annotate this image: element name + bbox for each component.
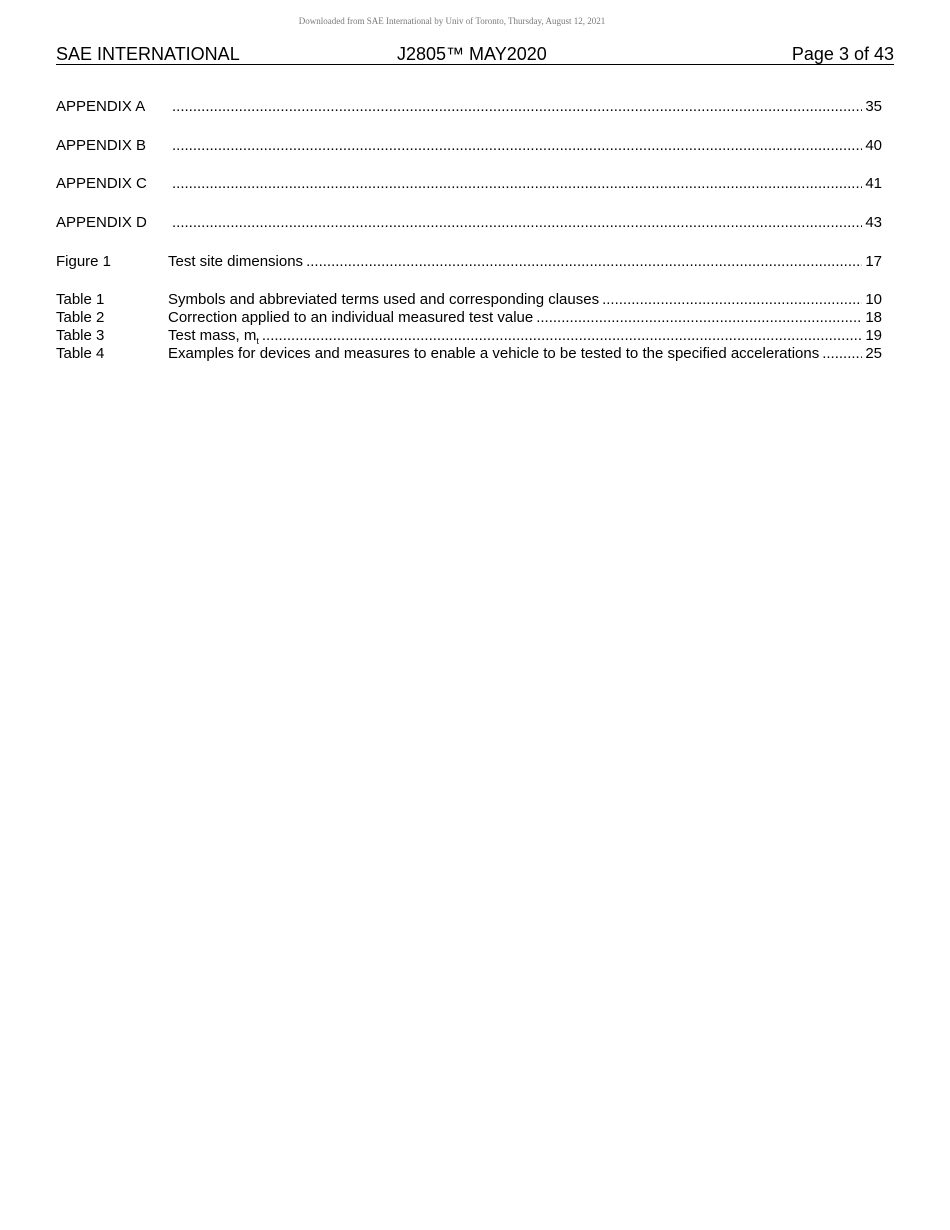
toc-leader <box>602 291 862 309</box>
toc-leader <box>172 137 862 155</box>
toc-label: APPENDIX C <box>56 175 147 192</box>
toc-leader <box>172 98 862 116</box>
toc-entry-appendix-c[interactable] <box>56 175 882 193</box>
toc-page-number: 17 <box>865 253 882 270</box>
toc-label: APPENDIX D <box>56 214 147 231</box>
toc-entry-figure-1[interactable] <box>56 253 882 271</box>
toc-page-number: 10 <box>865 291 882 308</box>
toc-page-number: 35 <box>865 98 882 115</box>
toc-label: Table 3 <box>56 327 105 344</box>
toc-page-number: 40 <box>865 137 882 154</box>
toc-label: Figure 1 <box>56 253 112 270</box>
toc-leader <box>536 309 862 327</box>
toc-leader <box>172 175 862 193</box>
toc-entry-table-2[interactable] <box>56 309 882 327</box>
toc-entry-appendix-d[interactable] <box>56 214 882 232</box>
toc-label: Table 4 <box>56 345 105 362</box>
toc-leader <box>262 327 862 345</box>
header-doc-id: J2805™ MAY2020 <box>397 44 547 64</box>
toc-entry-table-4[interactable] <box>56 345 882 363</box>
toc-page-number: 43 <box>865 214 882 231</box>
toc-label: APPENDIX B <box>56 137 147 154</box>
header-page-number: Page 3 of 43 <box>791 44 894 64</box>
toc-title-subscript: t <box>256 336 259 346</box>
toc-entry-appendix-a[interactable] <box>56 98 882 116</box>
toc-label: APPENDIX A <box>56 98 146 115</box>
toc-title: Correction applied to an individual measured test value <box>168 309 534 326</box>
download-watermark: Downloaded from SAE International by Univ of Toronto, Thursday, August 12, 2021 <box>298 16 606 26</box>
toc-page-number: 25 <box>865 345 882 362</box>
toc-page-number: 19 <box>865 327 882 344</box>
toc-page-number: 18 <box>865 309 882 326</box>
toc-label: Table 1 <box>56 291 105 308</box>
toc-title-text: Test mass, m <box>168 327 257 344</box>
toc-title: Examples for devices and measures to enable a vehicle to be tested to the specified accelerations <box>168 345 820 362</box>
toc-entry-table-1[interactable] <box>56 291 882 309</box>
page-header <box>56 44 894 65</box>
header-org: SAE INTERNATIONAL <box>56 44 240 64</box>
toc-title: Test site dimensions <box>168 253 304 270</box>
toc-label: Table 2 <box>56 309 105 326</box>
toc-page-number: 41 <box>865 175 882 192</box>
toc-leader <box>172 214 862 232</box>
toc-title: Symbols and abbreviated terms used and corresponding clauses <box>168 291 600 308</box>
toc-leader <box>822 345 862 363</box>
toc-entry-table-3[interactable] <box>56 327 882 345</box>
toc-leader <box>306 253 862 271</box>
toc-entry-appendix-b[interactable] <box>56 137 882 155</box>
